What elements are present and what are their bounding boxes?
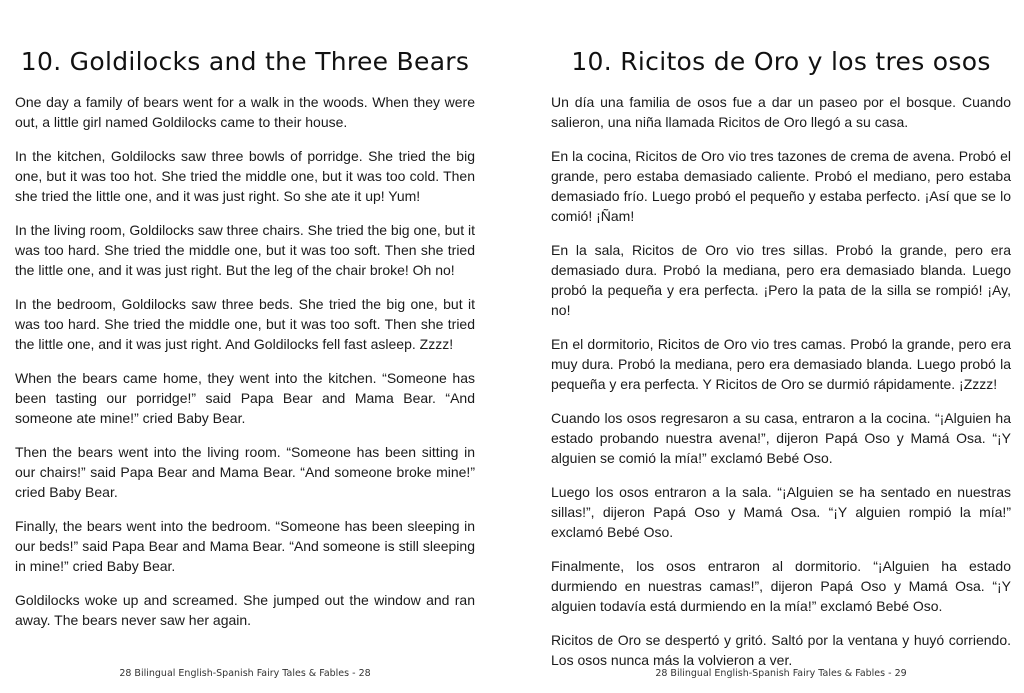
paragraph: In the kitchen, Goldilocks saw three bowls of porridge. She tried the big one, but it was too hot. She tried the middle one, but it was too cold. Then she tried the little one, and it was just right. So she ate it up! Yum! (15, 148, 475, 204)
page-footer: 28 Bilingual English-Spanish Fairy Tales & Fables - 28 (119, 668, 371, 679)
paragraph: One day a family of bears went for a walk in the woods. When they were out, a little girl named Goldilocks came to their house. (15, 94, 475, 130)
paragraph: Finalmente, los osos entraron al dormitorio. “¡Alguien ha estado durmiendo en nuestras camas!”, dijeron Papá Oso y Mamá Osa. “¡Y alguien todavía está durmiendo en la mía!” exclamó Bebé Oso. (551, 558, 1011, 614)
paragraph: En la sala, Ricitos de Oro vio tres sillas. Probó la grande, pero era demasiado dura. Probó la mediana, pero era demasiado blanda. Luego probó la pequeña y era perfecta. ¡Pero la pata de la silla se rompió! ¡Ay, no! (551, 242, 1011, 318)
page-title: 10. Goldilocks and the Three Bears (20, 47, 470, 76)
paragraph: In the living room, Goldilocks saw three chairs. She tried the big one, but it was too hard. She tried the middle one, but it was too soft. Then she tried the little one, and it was just right. But the leg of the chair broke! Oh no! (15, 222, 475, 278)
paragraph: En la cocina, Ricitos de Oro vio tres tazones de crema de avena. Probó el grande, pero estaba demasiado caliente. Probó el mediano, pero estaba demasiado frío. Luego probó el pequeño y estaba perfecto. ¡Así que se lo comió! ¡Ñam! (551, 148, 1011, 224)
story-text (15, 92, 475, 630)
story-text (551, 92, 1011, 670)
paragraph: Finally, the bears went into the bedroom. “Someone has been sleeping in our beds!” said Papa Bear and Mama Bear. “And someone is still sleeping in mine!” cried Baby Bear. (15, 518, 475, 574)
paragraph: Luego los osos entraron a la sala. “¡Alguien se ha sentado en nuestras sillas!”, dijeron Papá Oso y Mamá Osa. “¡Y alguien rompió la mía!” exclamó Bebé Oso. (551, 484, 1011, 540)
paragraph: Then the bears went into the living room. “Someone has been sitting in our chairs!” said Papa Bear and Mama Bear. “And someone broke mine!” cried Baby Bear. (15, 444, 475, 500)
paragraph: En el dormitorio, Ricitos de Oro vio tres camas. Probó la grande, pero era muy dura. Probó la mediana, pero era demasiado blanda. Luego probó la pequeña y era perfecta. Y Ricitos de Oro se durmió rápidamente. ¡Zzzz! (551, 336, 1011, 392)
page-title: 10. Ricitos de Oro y los tres osos (571, 47, 991, 76)
paragraph: Ricitos de Oro se despertó y gritó. Saltó por la ventana y huyó corriendo. Los osos nunca más la volvieron a ver. (551, 632, 1011, 668)
page-footer: 28 Bilingual English-Spanish Fairy Tales & Fables - 29 (655, 668, 907, 679)
paragraph: In the bedroom, Goldilocks saw three beds. She tried the big one, but it was too hard. She tried the middle one, but it was too soft. Then she tried the little one, and it was just right. And Goldilocks fell fast asleep. Zzzz! (15, 296, 475, 352)
paragraph: When the bears came home, they went into the kitchen. “Someone has been tasting our porridge!” said Papa Bear and Mama Bear. “And someone ate mine!” cried Baby Bear. (15, 370, 475, 426)
left-page (15, 0, 475, 693)
paragraph: Un día una familia de osos fue a dar un paseo por el bosque. Cuando salieron, una niña llamada Ricitos de Oro llegó a su casa. (551, 94, 1011, 130)
right-page (551, 0, 1011, 693)
paragraph: Cuando los osos regresaron a su casa, entraron a la cocina. “¡Alguien ha estado probando nuestra avena!”, dijeron Papá Oso y Mamá Osa. “¡Y alguien se comió la mía!” exclamó Bebé Oso. (551, 410, 1011, 466)
paragraph: Goldilocks woke up and screamed. She jumped out the window and ran away. The bears never saw her again. (15, 592, 475, 628)
